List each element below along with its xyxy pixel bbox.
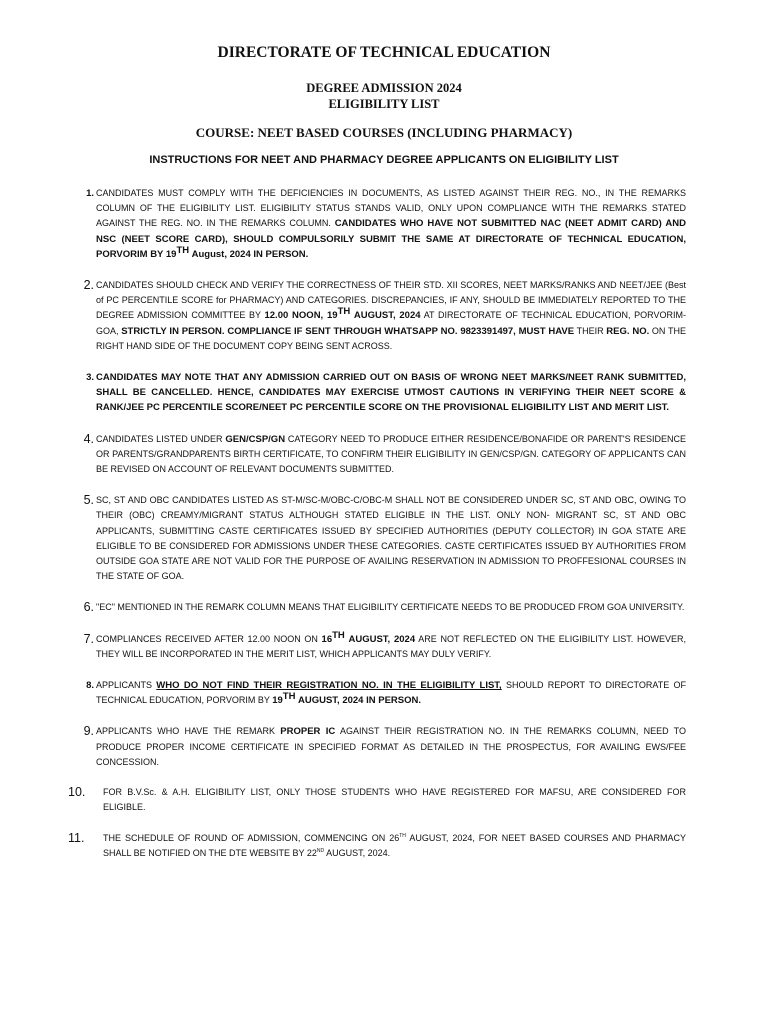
item-number: 4. — [83, 431, 94, 446]
ordinal-suffix: TH — [337, 306, 351, 318]
list-item-8 — [76, 678, 686, 708]
admission-heading — [0, 80, 768, 112]
item-underlined-text: WHO DO NOT FIND THEIR REGISTRATION NO. IN THE ELIGIBILITY LIST, — [156, 680, 502, 692]
list-item-6 — [76, 600, 686, 615]
item-text: AUGUST, 2024. — [326, 847, 391, 858]
list-item-2 — [76, 278, 686, 354]
item-bold-text: August, 2024 IN PERSON. — [191, 248, 309, 260]
item-bold-text: AUGUST, 2024 — [353, 310, 421, 322]
ordinal-suffix: TH — [332, 629, 345, 641]
item-number: 6. — [83, 600, 94, 615]
list-item-11 — [68, 830, 686, 861]
item-text: AUGUST, 2024, FOR NEET BASED COURSES AND PHARMACY SHALL BE NOTIFIED ON THE DTE WEBSITE BY 22 — [103, 832, 686, 858]
item-bold-text: 19 — [272, 695, 283, 707]
item-text: THE SCHEDULE OF ROUND OF ADMISSION, COMMENCING ON 26 — [103, 832, 400, 843]
item-bold-text: AUGUST, 2024 — [348, 633, 416, 645]
item-number: 9. — [83, 724, 94, 739]
item-text: FOR B.V.Sc. & A.H. ELIGIBILITY LIST, ONLY THOSE STUDENTS WHO HAVE REGISTERED FOR MAFSU, ARE CONSIDERED FOR ELIGIBLE. — [103, 787, 686, 813]
page-title: DIRECTORATE OF TECHNICAL EDUCATION — [217, 44, 551, 61]
item-bold-text: 16 — [321, 633, 333, 645]
item-bold-text: REG. NO. — [606, 325, 650, 337]
item-text: COMPLIANCES RECEIVED AFTER 12.00 NOON ON — [96, 633, 318, 644]
item-text: APPLICANTS WHO HAVE THE REMARK — [96, 726, 276, 737]
eligibility-line: ELIGIBILITY LIST — [328, 97, 440, 111]
item-text: APPLICANTS — [96, 680, 153, 691]
item-bold-text: AUGUST, 2024 IN PERSON. — [297, 695, 421, 707]
item-text: SHOULD REPORT TO DIRECTORATE OF TECHNICAL EDUCATION, PORVORIM BY — [96, 680, 686, 706]
item-text: CANDIDATES MUST COMPLY WITH THE DEFICIENCIES IN DOCUMENTS, AS LISTED AGAINST THEIR REG. NO., IN THE REMARKS COLUMN OF THE ELIGIBILITY LIST. ELIGIBILITY STATUS STANDS VALID, ONLY UPON COMPLIANCE WITH THE REMARKS STATED AGAINST THE REG. NO. IN THE REMARKS COLUMN. — [96, 188, 686, 229]
item-number: 11. — [68, 830, 85, 845]
item-bold-text: CANDIDATES WHO HAVE NOT SUBMITTED NAC (NEET ADMIT CARD) AND NSC (NEET SCORE CARD), SHOULD COMPULSORILY SUBMIT THE SAME AT DIRECTORATE OF TECHNICAL EDUCATION, PORVORIM BY 19 — [96, 218, 686, 260]
ordinal-suffix: ND — [316, 847, 325, 854]
item-text: AT DIRECTORATE OF TECHNICAL EDUCATION, PORVORIM-GOA, — [96, 310, 686, 336]
item-bold-text: PROPER IC — [280, 726, 336, 738]
admission-line: DEGREE ADMISSION 2024 — [306, 81, 462, 95]
item-number: 5. — [83, 493, 94, 508]
item-text: ON THE RIGHT HAND SIDE OF THE DOCUMENT COPY BEING SENT ACROSS. — [96, 325, 686, 351]
list-item-4 — [76, 432, 686, 478]
item-text: THEIR — [576, 325, 604, 336]
item-number: 3. — [86, 372, 94, 384]
item-bold-text: 12.00 NOON, 19 — [264, 310, 338, 322]
list-item-1 — [76, 186, 686, 262]
item-number: 10. — [68, 785, 86, 800]
item-number: 7. — [83, 631, 94, 646]
item-bold-text: STRICTLY IN PERSON. COMPLIANCE IF SENT THROUGH WHATSAPP NO. 9823391497, MUST HAVE — [121, 325, 575, 337]
ordinal-suffix: TH — [399, 832, 406, 839]
item-text: ARE NOT REFLECTED ON THE ELIGIBILITY LIST. HOWEVER, THEY WILL BE INCORPORATED IN THE MERIT LIST, WHICH APPLICANTS MAY DULY VERIFY. — [96, 633, 686, 659]
item-text: CANDIDATES LISTED UNDER — [96, 433, 223, 444]
ordinal-suffix: TH — [282, 691, 296, 703]
list-item-3 — [76, 370, 686, 416]
list-item-9 — [76, 724, 686, 770]
item-text: "EC" MENTIONED IN THE REMARK COLUMN MEANS THAT ELIGIBILITY CERTIFICATE NEEDS TO BE PRODUCED FROM GOA UNIVERSITY. — [96, 602, 685, 613]
list-item-10 — [68, 785, 686, 815]
item-number: 2. — [83, 278, 94, 293]
list-item-5 — [76, 493, 686, 584]
item-text: AGAINST THEIR REGISTRATION NO. IN THE REMARKS COLUMN, NEED TO PRODUCE PROPER INCOME CERTIFICATE IN SPECIFIED FORMAT AS DETAILED IN THE PROSPECTUS, FOR AVAILING EWS/FEE CONCESSION. — [96, 726, 686, 767]
instruction-list — [68, 186, 686, 861]
item-bold-text: GEN/CSP/GN — [225, 433, 286, 445]
instructions-heading: INSTRUCTIONS FOR NEET AND PHARMACY DEGREE APPLICANTS ON ELIGIBILITY LIST — [149, 154, 619, 166]
list-item-7 — [76, 629, 686, 662]
item-bold-text: CANDIDATES MAY NOTE THAT ANY ADMISSION CARRIED OUT ON BASIS OF WRONG NEET MARKS/NEET RANK SUBMITTED, SHALL BE CANCELLED. HENCE, CANDIDATES MAY EXERCISE UTMOST CAUTIONS IN VERIFYING THEIR NEET SCORE & RANK/JEE PC PERCENTILE SCORE/NEET PC PERCENTILE SCORE ON THE PROVISIONAL ELIGIBILITY LIST AND MERIT LIST. — [96, 372, 686, 414]
item-text: CANDIDATES SHOULD CHECK AND VERIFY THE CORRECTNESS OF THEIR STD. XII SCORES, NEET MARKS/RANKS AND NEET/JEE (Best of PC PERCENTILE SCORE for PHARMACY) AND CATEGORIES. DISCREPANCIES, IF ANY, SHOULD BE IMMEDIATELY REPORTED TO THE DEGREE ADMISSION COMMITTEE BY — [96, 280, 686, 321]
item-number: 1. — [86, 188, 94, 199]
ordinal-suffix: TH — [176, 244, 190, 256]
course-heading: COURSE: NEET BASED COURSES (INCLUDING PHARMACY) — [195, 125, 573, 140]
item-text: CATEGORY NEED TO PRODUCE EITHER RESIDENCE/BONAFIDE OR PARENT'S RESIDENCE OR PARENTS/GRANDPARENTS BIRTH CERTIFICATE, TO CONFIRM THEIR ELIGIBILITY IN GEN/CSP/GN. CATEGORY OF APPLICANTS CAN BE REVISED ON ACCOUNT OF RELEVANT DOCUMENTS SUBMITTED. — [96, 433, 686, 475]
item-text: SC, ST AND OBC CANDIDATES LISTED AS ST-M/SC-M/OBC-C/OBC-M SHALL NOT BE CONSIDERED UNDER SC, ST AND OBC, OWING TO THEIR (OBC) CREAMY/MIGRANT STATUS ALTHOUGH STATED ELIGIBLE IN THE LIST. ONLY NON- MIGRANT SC, ST AND OBC APPLICANTS, SUBMITTING CASTE CERTIFICATES ISSUED BY SPECIFIED AUTHORITIES (DEPUTY COLLECTOR) IN GOA STATE ARE ELIGIBLE TO BE CONSIDERED FOR ADMISSIONS UNDER THESE CATEGORIES. CASTE CERTIFICATES ISSUED BY AUTHORITIES FROM OUTSIDE GOA STATE ARE NOT VALID FOR THE PURPOSE OF AVAILING RESERVATION IN ADMISSION TO PROFFESIONAL COURSES IN THE STATE OF GOA. — [96, 495, 686, 582]
item-number: 8. — [86, 680, 94, 692]
